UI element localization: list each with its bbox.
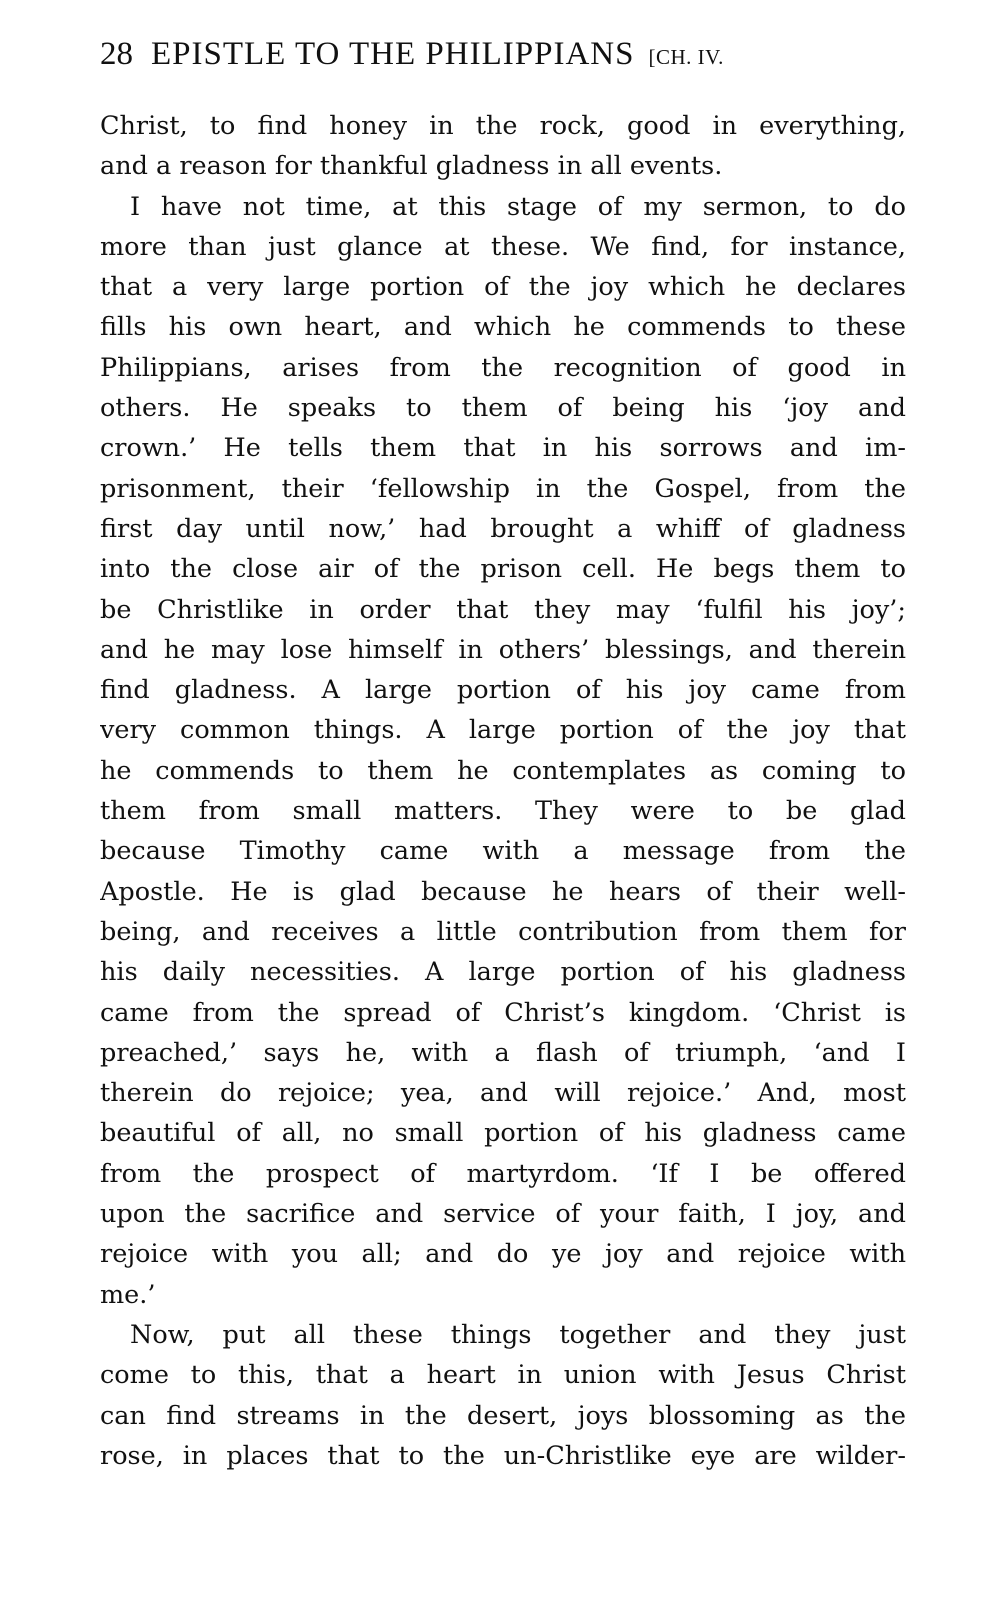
page-number: 28: [100, 36, 133, 72]
text-line: therein do rejoice; yea, and will rejoice.’ And, most: [100, 1078, 906, 1109]
text-line: from the prospect of martyrdom. ‘If I be offered: [100, 1158, 906, 1189]
book-page: [100, 36, 906, 1476]
text-line: very common things. A large portion of the joy that: [100, 715, 906, 746]
running-head: [100, 36, 906, 92]
text-line: and he may lose himself in others’ blessings, and therein: [100, 634, 906, 665]
text-line: rose, in places that to the un-Christlike eye are wilder-: [100, 1440, 906, 1471]
text-line: preached,’ says he, with a flash of triumph, ‘and I: [100, 1037, 906, 1068]
text-line: into the close air of the prison cell. He begs them to: [100, 554, 906, 585]
text-line: come to this, that a heart in union with Jesus Christ: [100, 1360, 906, 1391]
paragraph: [100, 106, 906, 187]
chapter-reference: [CH. IV.: [648, 45, 724, 69]
text-line: I have not time, at this stage of my sermon, to do: [130, 191, 906, 222]
text-line: them from small matters. They were to be glad: [100, 796, 906, 827]
text-line: prisonment, their ‘fellowship in the Gospel, from the: [100, 473, 906, 504]
text-line: fills his own heart, and which he commends to these: [100, 312, 906, 343]
text-line: Now, put all these things together and they just: [130, 1319, 906, 1350]
text-line: being, and receives a little contribution from them for: [100, 916, 906, 947]
paragraph: [100, 187, 906, 1315]
text-line: rejoice with you all; and do ye joy and rejoice with: [100, 1239, 906, 1270]
text-line: find gladness. A large portion of his joy came from: [100, 675, 906, 706]
text-line: came from the spread of Christ’s kingdom. ‘Christ is: [100, 997, 906, 1028]
text-line: upon the sacrifice and service of your faith, I joy, and: [100, 1199, 906, 1230]
text-line: me.’: [100, 1279, 156, 1310]
text-line: others. He speaks to them of being his ‘joy and: [100, 393, 906, 424]
text-line: because Timothy came with a message from the: [100, 836, 906, 867]
text-line: crown.’ He tells them that in his sorrows and im-: [100, 433, 906, 464]
book-title: EPISTLE TO THE PHILIPPIANS: [151, 36, 635, 72]
text-line: and a reason for thankful gladness in all events.: [100, 151, 723, 182]
paragraph: [100, 1315, 906, 1476]
text-line: Apostle. He is glad because he hears of their well-: [100, 876, 906, 907]
text-line: can find streams in the desert, joys blossoming as the: [100, 1400, 906, 1431]
text-line: more than just glance at these. We find, for instance,: [100, 231, 906, 262]
text-line: he commends to them he contemplates as coming to: [100, 755, 906, 786]
body-text: [100, 106, 906, 1476]
text-line: first day until now,’ had brought a whiff of gladness: [100, 513, 906, 544]
text-line: be Christlike in order that they may ‘fulfil his joy’;: [100, 594, 906, 625]
text-line: his daily necessities. A large portion of his gladness: [100, 957, 906, 988]
text-line: Christ, to find honey in the rock, good in everything,: [100, 111, 906, 141]
text-line: beautiful of all, no small portion of his gladness came: [100, 1118, 906, 1149]
text-line: that a very large portion of the joy which he declares: [100, 272, 906, 303]
text-line: Philippians, arises from the recognition of good in: [100, 352, 906, 383]
